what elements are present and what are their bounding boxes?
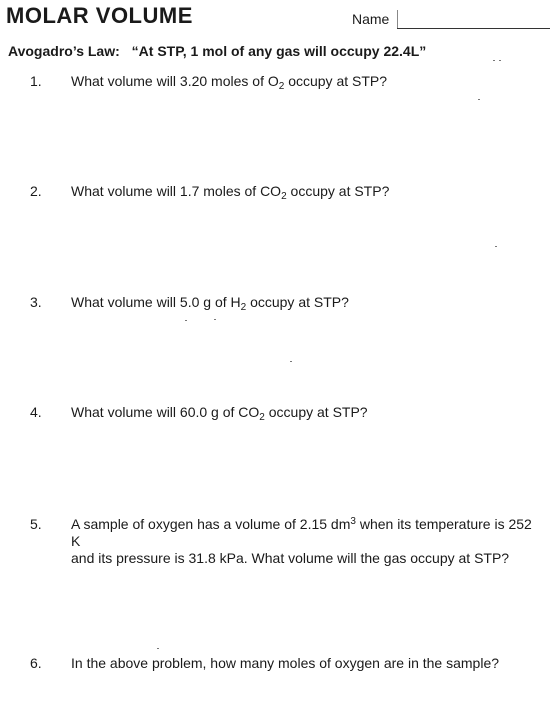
scan-speck [157,648,159,649]
name-field-edge [397,10,398,28]
avogadro-law [8,43,426,59]
question-number: 4. [30,404,42,420]
name-field-line[interactable] [397,28,550,29]
question-number: 5. [30,516,42,532]
question-number: 2. [30,183,42,199]
scan-speck [493,60,495,61]
question-number: 3. [30,294,42,310]
question-text: What volume will 1.7 moles of $CO_2$ occupy at STP? [71,183,390,202]
scan-speck [478,99,480,100]
scan-speck [185,320,187,321]
scan-speck [290,361,292,362]
scan-speck [214,319,216,320]
question-text: What volume will 5.0 g of $H_2$ occupy at STP? [71,294,349,313]
name-label: Name [352,11,390,27]
law-statement: “At STP, 1 mol of any gas will occupy 22.4L” [131,43,427,59]
question-number: 1. [30,73,42,89]
question-number: 6. [30,655,42,671]
question-text: What volume will 60.0 g of $CO_2$ occupy at STP? [71,404,368,423]
question-text: In the above problem, how many moles of oxygen are in the sample? [71,655,500,671]
question-text: A sample of oxygen has a volume of 2.15 $dm^3$ when its temperature is 252 K and its pressure is 31.8 kPa. What volume will the gas occupy at STP? [71,516,532,566]
worksheet-title: MOLAR VOLUME [6,3,193,28]
scan-speck [499,60,501,61]
question-text: What volume will 3.20 moles of $O_2$ occupy at STP? [71,73,388,92]
scan-speck [495,246,497,247]
law-label: Avogadro’s Law: [8,43,120,59]
